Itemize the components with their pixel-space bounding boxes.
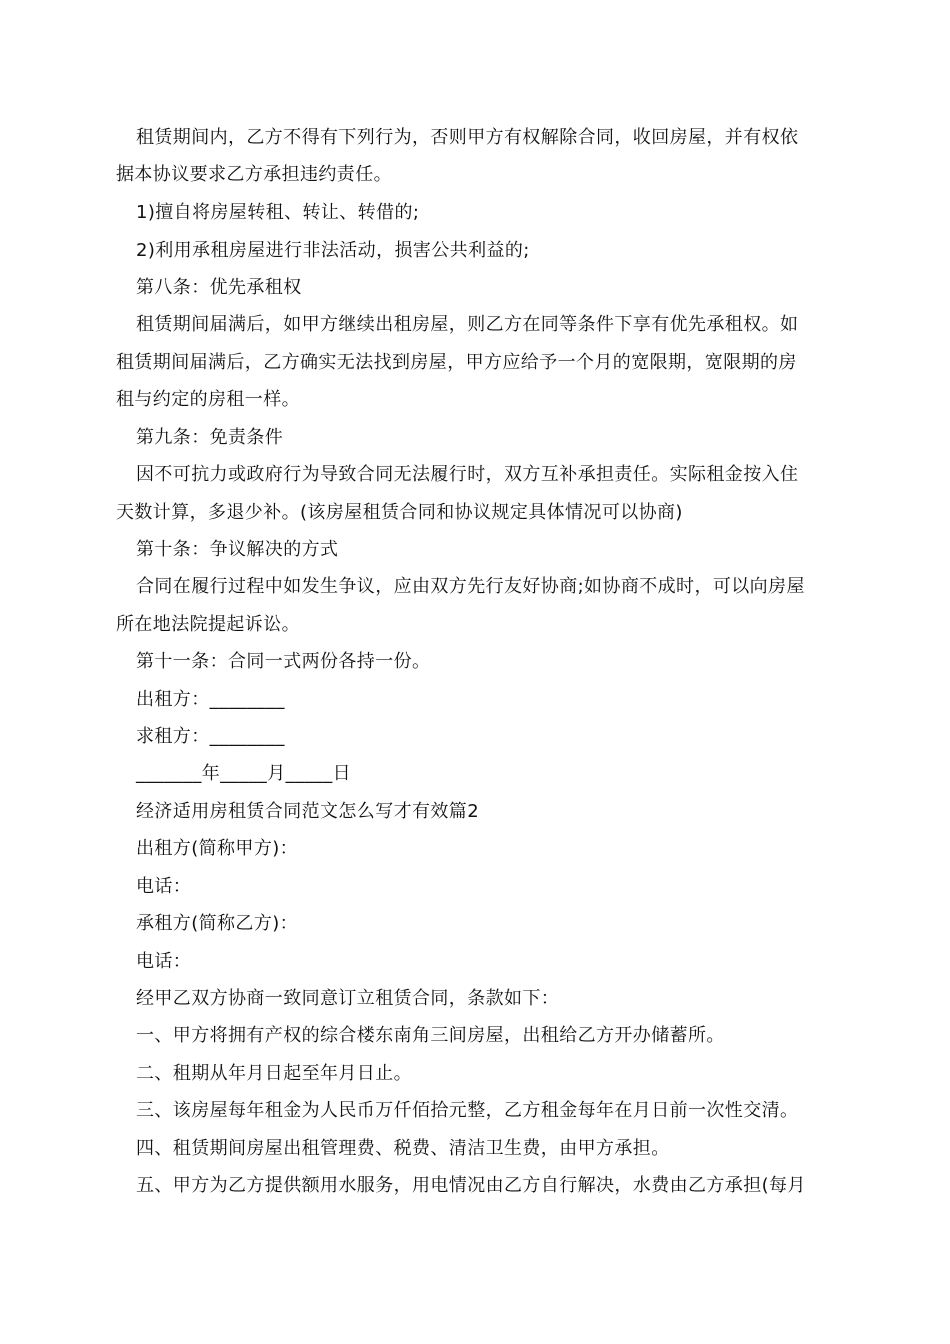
paragraph-line: 所在地法院提起诉讼。 — [116, 614, 300, 635]
section-heading: 第八条：优先承租权 — [136, 277, 302, 298]
date-field: _______年_____月_____日 — [136, 763, 351, 784]
paragraph-line: 因不可抗力或政府行为导致合同无法履行时，双方互补承担责任。实际租金按入住 — [136, 464, 799, 485]
party-a-phone-label: 电话： — [136, 876, 192, 897]
paragraph-line: 租赁期间届满后，如甲方继续出租房屋，则乙方在同等条件下享有优先承租权。如 — [136, 314, 799, 335]
clause-item: 四、租赁期间房屋出租管理费、税费、清洁卫生费，由甲方承担。 — [136, 1138, 670, 1159]
paragraph-line: 租赁期间内，乙方不得有下列行为，否则甲方有权解除合同，收回房屋，并有权依 — [136, 127, 799, 148]
list-item: 2)利用承租房屋进行非法活动，损害公共利益的; — [136, 240, 530, 261]
paragraph-line: 天数计算，多退少补。(该房屋租赁合同和协议规定具体情况可以协商) — [116, 502, 683, 523]
section-heading: 第十一条：合同一式两份各持一份。 — [136, 651, 431, 672]
signature-lessee-field: 求租方：________ — [136, 726, 285, 747]
paragraph-line: 租赁期间届满后，乙方确实无法找到房屋，甲方应给予一个月的宽限期，宽限期的房 — [116, 352, 797, 373]
section-heading: 第十条：争议解决的方式 — [136, 539, 339, 560]
document-title: 经济适用房租赁合同范文怎么写才有效篇2 — [136, 801, 480, 822]
paragraph-line: 据本协议要求乙方承担违约责任。 — [116, 164, 392, 185]
clause-item: 五、甲方为乙方提供额用水服务，用电情况由乙方自行解决，水费由乙方承担(每月 — [136, 1175, 806, 1196]
paragraph-line: 租与约定的房租一样。 — [116, 389, 300, 410]
paragraph-line: 经甲乙双方协商一致同意订立租赁合同，条款如下： — [136, 988, 560, 1009]
section-heading: 第九条：免责条件 — [136, 427, 284, 448]
party-b-phone-label: 电话： — [136, 951, 192, 972]
paragraph-line: 合同在履行过程中如发生争议，应由双方先行友好协商;如协商不成时，可以向房屋 — [136, 576, 805, 597]
clause-item: 三、该房屋每年租金为人民币万仟佰拾元整，乙方租金每年在月日前一次性交清。 — [136, 1100, 799, 1121]
clause-item: 一、甲方将拥有产权的综合楼东南角三间房屋，出租给乙方开办储蓄所。 — [136, 1025, 725, 1046]
party-a-label: 出租方(简称甲方)： — [136, 838, 299, 859]
signature-lessor-field: 出租方：________ — [136, 689, 285, 710]
party-b-label: 承租方(简称乙方)： — [136, 913, 299, 934]
list-item: 1)擅自将房屋转租、转让、转借的; — [136, 202, 420, 223]
clause-item: 二、租期从年月日起至年月日止。 — [136, 1063, 412, 1084]
